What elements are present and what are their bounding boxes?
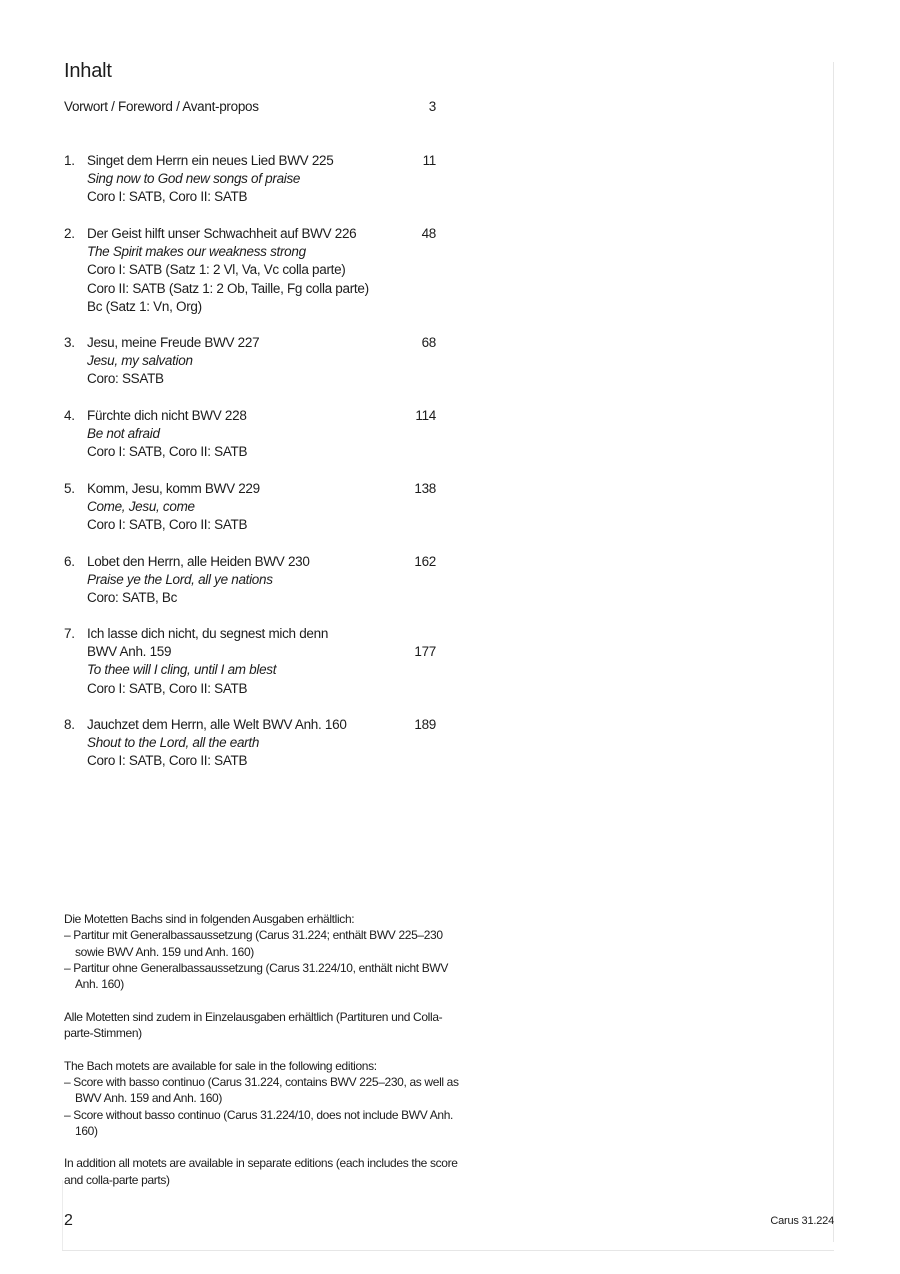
entry-title: Ich lasse dich nicht, du segnest mich denn [87,626,329,641]
entry-details: Coro II: SATB (Satz 1: 2 Ob, Taille, Fg colla parte) [87,280,369,296]
notes-en-item: – Score without basso continuo (Carus 31.224/10, does not include BWV Anh. 160) [64,1107,454,1138]
entry-details: Coro: SATB, Bc [87,590,178,606]
notes-en-single: In addition all motets are available in separate editions (each includes the score and colla-parte parts) [64,1156,458,1187]
entry-subtitle: Be not afraid [87,426,160,442]
entry-subtitle: Praise ye the Lord, all ye nations [87,572,273,588]
page-title: Inhalt [64,60,112,82]
notes-de-item: – Partitur mit Generalbassaussetzung (Carus 31.224; enthält BWV 225–230 sowie BWV Anh. 159 und Anh. 160) [64,928,443,959]
entry-number: 7. [64,626,75,641]
entry-subtitle: Jesu, my salvation [87,353,193,369]
page-frame-right [833,62,834,1242]
entry-number: 1. [64,153,75,168]
entry-details: Coro I: SATB, Coro II: SATB [87,517,248,533]
entry-number: 4. [64,408,75,423]
notes-de-single: Alle Motetten sind zudem in Einzelausgaben erhältlich (Partituren und Colla-parte-Stimmen) [64,1009,443,1041]
entry-title: Lobet den Herrn, alle Heiden BWV 230 [87,554,310,569]
entry-page: 162 [414,554,436,569]
entry-title: Jauchzet dem Herrn, alle Welt BWV Anh. 160 [87,717,347,732]
notes-de-editions [64,911,464,992]
catalog-number: Carus 31.224 [770,1215,834,1227]
page-frame-bottom [62,1250,834,1251]
foreword-label[interactable]: Vorwort / Foreword / Avant-propos [64,99,259,114]
notes-en-intro: The Bach motets are available for sale in the following editions: [64,1058,377,1073]
entry-details: Coro: SSATB [87,371,164,387]
foreword-page: 3 [428,99,436,114]
entry-subtitle: Shout to the Lord, all the earth [87,735,260,751]
entry-title: Komm, Jesu, komm BWV 229 [87,481,260,496]
entry-title-continued: BWV Anh. 159 [87,644,172,660]
entry-details: Coro I: SATB (Satz 1: 2 Vl, Va, Vc colla parte) [87,262,346,278]
entry-page: 177 [414,644,436,660]
page-number: 2 [64,1212,73,1229]
notes-de-intro: Die Motetten Bachs sind in folgenden Ausgaben erhältlich: [64,912,355,926]
entry-page: 11 [422,153,436,168]
entry-details: Coro I: SATB, Coro II: SATB [87,444,248,460]
entry-number: 5. [64,481,75,496]
notes-en-item: – Score with basso continuo (Carus 31.224, contains BWV 225–230, as well as BWV Anh. 159 and Anh. 160) [64,1074,459,1106]
entry-details: Coro I: SATB, Coro II: SATB [87,680,248,696]
page-frame-left [62,1180,63,1250]
entry-page: 48 [421,226,436,241]
entry-page: 189 [414,717,436,732]
notes-de-item: – Partitur ohne Generalbassaussetzung (Carus 31.224/10, enthält nicht BWV Anh. 160) [64,960,449,992]
entry-subtitle: Come, Jesu, come [87,499,195,515]
entry-details: Bc (Satz 1: Vn, Org) [87,298,202,314]
entry-title: Fürchte dich nicht BWV 228 [87,408,247,423]
entry-page: 138 [414,481,436,496]
entry-number: 2. [64,226,75,241]
entry-number: 3. [64,335,75,350]
entry-page: 68 [421,335,436,350]
entry-subtitle: Sing now to God new songs of praise [87,171,301,187]
entry-title: Der Geist hilft unser Schwachheit auf BWV 226 [87,226,357,241]
notes-en-editions [64,1058,464,1139]
entry-title: Singet dem Herrn ein neues Lied BWV 225 [87,153,334,168]
entry-subtitle: To thee will I cling, until I am blest [87,662,277,678]
entry-number: 6. [64,554,75,569]
entry-number: 8. [64,717,75,732]
entry-page: 114 [415,408,436,423]
entry-details: Coro I: SATB, Coro II: SATB [87,753,248,769]
entry-subtitle: The Spirit makes our weakness strong [87,244,306,260]
entry-details: Coro I: SATB, Coro II: SATB [87,189,248,205]
entry-title: Jesu, meine Freude BWV 227 [87,335,260,350]
edition-notes [64,911,464,1204]
